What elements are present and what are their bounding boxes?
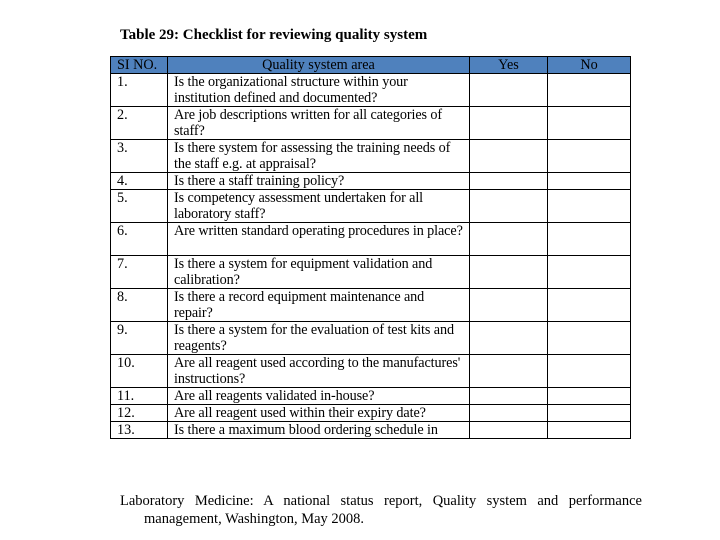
yes-cell: [470, 173, 548, 190]
quality-area-cell: Is there system for assessing the training needs of the staff e.g. at appraisal?: [168, 140, 470, 173]
quality-area-cell: Is there a system for the evaluation of test kits and reagents?: [168, 322, 470, 355]
sl-no-cell: 10.: [111, 355, 168, 388]
sl-no-cell: 12.: [111, 405, 168, 422]
source-citation: [120, 492, 642, 528]
header-no: No: [548, 57, 631, 74]
quality-area-cell: Are job descriptions written for all categories of staff?: [168, 107, 470, 140]
sl-no-cell: 3.: [111, 140, 168, 173]
table-row: [111, 173, 631, 190]
quality-area-cell: Are all reagents validated in-house?: [168, 388, 470, 405]
no-cell: [548, 107, 631, 140]
table-row: [111, 256, 631, 289]
quality-area-cell: Is the organizational structure within your institution defined and documented?: [168, 74, 470, 107]
no-cell: [548, 190, 631, 223]
table-row: [111, 405, 631, 422]
no-cell: [548, 256, 631, 289]
table-row: [111, 388, 631, 405]
no-cell: [548, 322, 631, 355]
quality-area-cell: Are written standard operating procedures in place?: [168, 223, 470, 256]
no-cell: [548, 388, 631, 405]
sl-no-cell: 5.: [111, 190, 168, 223]
yes-cell: [470, 140, 548, 173]
no-cell: [548, 422, 631, 439]
table-row: [111, 223, 631, 256]
yes-cell: [470, 322, 548, 355]
header-row: [111, 57, 631, 74]
sl-no-cell: 9.: [111, 322, 168, 355]
quality-area-cell: Is there a record equipment maintenance and repair?: [168, 289, 470, 322]
table-row: [111, 422, 631, 439]
quality-area-cell: Is there a staff training policy?: [168, 173, 470, 190]
sl-no-cell: 1.: [111, 74, 168, 107]
header-quality-system-area: Quality system area: [168, 57, 470, 74]
yes-cell: [470, 223, 548, 256]
yes-cell: [470, 256, 548, 289]
source-citation-line-2: management, Washington, May 2008.: [144, 511, 365, 527]
yes-cell: [470, 405, 548, 422]
yes-cell: [470, 190, 548, 223]
yes-cell: [470, 289, 548, 322]
sl-no-cell: 13.: [111, 422, 168, 439]
no-cell: [548, 173, 631, 190]
sl-no-cell: 2.: [111, 107, 168, 140]
yes-cell: [470, 388, 548, 405]
table-row: [111, 322, 631, 355]
quality-area-cell: Is there a maximum blood ordering schedule in: [168, 422, 470, 439]
no-cell: [548, 140, 631, 173]
table-row: [111, 140, 631, 173]
table-row: [111, 190, 631, 223]
yes-cell: [470, 74, 548, 107]
yes-cell: [470, 355, 548, 388]
table-row: [111, 107, 631, 140]
sl-no-cell: 6.: [111, 223, 168, 256]
source-citation-line-1: Laboratory Medicine: A national status report, Quality system and performance: [120, 493, 642, 509]
quality-area-cell: Is competency assessment undertaken for all laboratory staff?: [168, 190, 470, 223]
no-cell: [548, 289, 631, 322]
sl-no-cell: 4.: [111, 173, 168, 190]
no-cell: [548, 355, 631, 388]
header-sl-no: SI NO.: [111, 57, 168, 74]
no-cell: [548, 405, 631, 422]
table-row: [111, 289, 631, 322]
sl-no-cell: 8.: [111, 289, 168, 322]
table-row: [111, 74, 631, 107]
sl-no-cell: 11.: [111, 388, 168, 405]
no-cell: [548, 74, 631, 107]
yes-cell: [470, 422, 548, 439]
quality-area-cell: Is there a system for equipment validation and calibration?: [168, 256, 470, 289]
yes-cell: [470, 107, 548, 140]
table-title: Table 29: Checklist for reviewing quality system: [120, 27, 428, 43]
quality-area-cell: Are all reagent used according to the manufactures' instructions?: [168, 355, 470, 388]
checklist-table: [110, 56, 631, 439]
table-row: [111, 355, 631, 388]
no-cell: [548, 223, 631, 256]
header-yes: Yes: [470, 57, 548, 74]
sl-no-cell: 7.: [111, 256, 168, 289]
quality-area-cell: Are all reagent used within their expiry date?: [168, 405, 470, 422]
